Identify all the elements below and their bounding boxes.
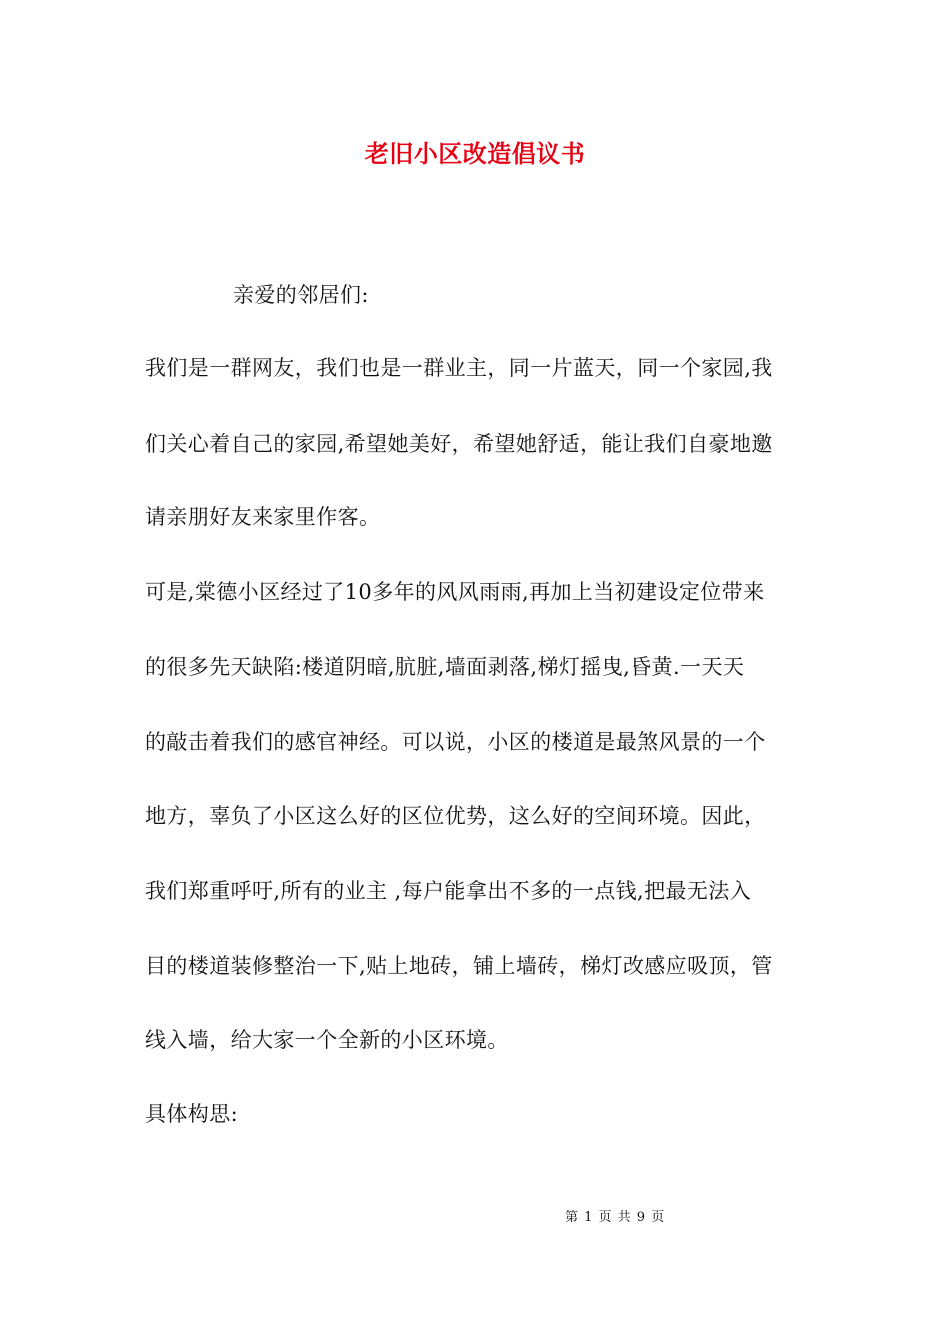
body-line-8: 我们郑重呼吁,所有的业主 ,每户能拿出不多的一点钱,把最无法入 <box>145 879 752 903</box>
body-line-4: 可是,棠德小区经过了10多年的风风雨雨,再加上当初建设定位带来 <box>145 580 765 604</box>
document-title: 老旧小区改造倡议书 <box>364 139 586 168</box>
body-line-5: 的很多先天缺陷:楼道阴暗,肮脏,墙面剥落,梯灯摇曳,昏黄.一天天 <box>145 655 745 679</box>
body-line-7: 地方，辜负了小区这么好的区位优势，这么好的空间环境。因此， <box>145 804 766 828</box>
section-heading: 具体构思: <box>145 1102 239 1126</box>
body-line-10: 线入墙，给大家一个全新的小区环境。 <box>145 1028 509 1052</box>
body-line-6: 的敲击着我们的感官神经。可以说，小区的楼道是最煞风景的一个 <box>145 730 766 754</box>
body-line-2: 们关心着自己的家园,希望她美好，希望她舒适，能让我们自豪地邀 <box>145 432 773 456</box>
body-line-9: 目的楼道装修整治一下,贴上地砖，铺上墙砖，梯灯改感应吸顶，管 <box>145 954 773 978</box>
body-line-3: 请亲朋好友来家里作客。 <box>145 505 381 529</box>
page-footer: 第 1 页 共 9 页 <box>565 1210 666 1225</box>
body-line-1: 我们是一群网友，我们也是一群业主，同一片蓝天，同一个家园,我 <box>145 356 773 380</box>
greeting-line: 亲爱的邻居们: <box>233 283 369 307</box>
